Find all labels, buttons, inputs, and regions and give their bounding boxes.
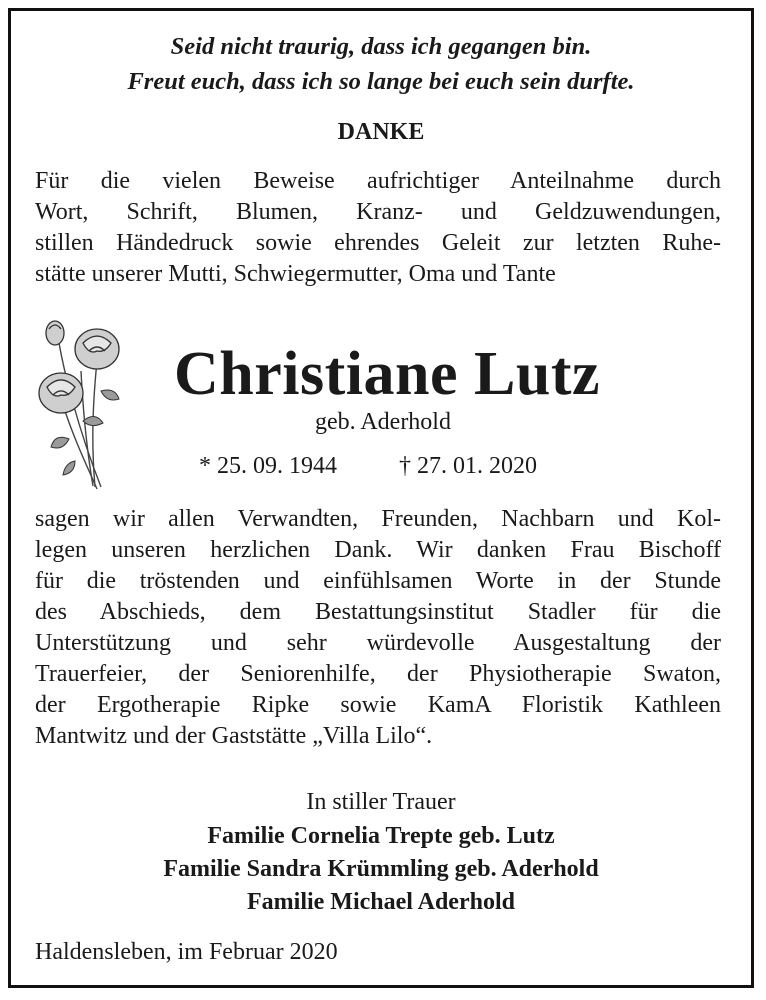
thanks-line: sagen wir allen Verwandten, Freunden, Nachbarn und Kol- — [35, 506, 721, 532]
thanks-paragraph — [35, 504, 721, 752]
intro-line: Wort, Schrift, Blumen, Kranz- und Geldzuwendungen, — [35, 199, 721, 225]
signoff-intro: In stiller Trauer — [306, 789, 456, 815]
rose-illustration — [35, 311, 135, 491]
intro-line: stätte unserer Mutti, Schwiegermutter, Oma und Tante — [35, 261, 556, 287]
thanks-line: Trauerfeier, der Seniorenhilfe, der Physiotherapie Swaton, — [35, 661, 721, 687]
birth-name: geb. Aderhold — [315, 409, 451, 435]
thanks-line: Unterstützung und sehr würdevolle Ausgestaltung der — [35, 630, 721, 656]
thanks-line: Mantwitz und der Gaststätte „Villa Lilo“. — [35, 723, 433, 749]
deceased-name: Christiane Lutz — [174, 340, 600, 408]
intro-line: stillen Händedruck sowie ehrendes Geleit zur letzten Ruhe- — [35, 230, 721, 256]
place-date: Haldensleben, im Februar 2020 — [35, 939, 338, 965]
birth-date: * 25. 09. 1944 — [199, 453, 337, 479]
thanks-line: der Ergotherapie Ripke sowie KamA Floristik Kathleen — [35, 692, 721, 718]
thanks-line: für die tröstenden und einfühlsamen Worte in der Stunde — [35, 568, 721, 594]
thanks-line: des Abschieds, dem Bestattungsinstitut Stadler für die — [35, 599, 721, 625]
thanks-line: legen unseren herzlichen Dank. Wir danken Frau Bischoff — [35, 537, 721, 563]
intro-line: Für die vielen Beweise aufrichtiger Anteilnahme durch — [35, 168, 721, 194]
family-name: Familie Cornelia Trepte geb. Lutz — [207, 823, 555, 849]
motto-line-1: Seid nicht traurig, dass ich gegangen bin. — [170, 33, 592, 60]
heading-danke: DANKE — [337, 119, 425, 145]
death-date: † 27. 01. 2020 — [399, 453, 537, 479]
family-name: Familie Michael Aderhold — [247, 889, 515, 915]
family-name: Familie Sandra Krümmling geb. Aderhold — [163, 856, 599, 882]
motto-line-2: Freut euch, dass ich so lange bei euch sein durfte. — [127, 68, 635, 95]
obituary-notice — [8, 8, 754, 988]
intro-paragraph — [35, 166, 721, 290]
